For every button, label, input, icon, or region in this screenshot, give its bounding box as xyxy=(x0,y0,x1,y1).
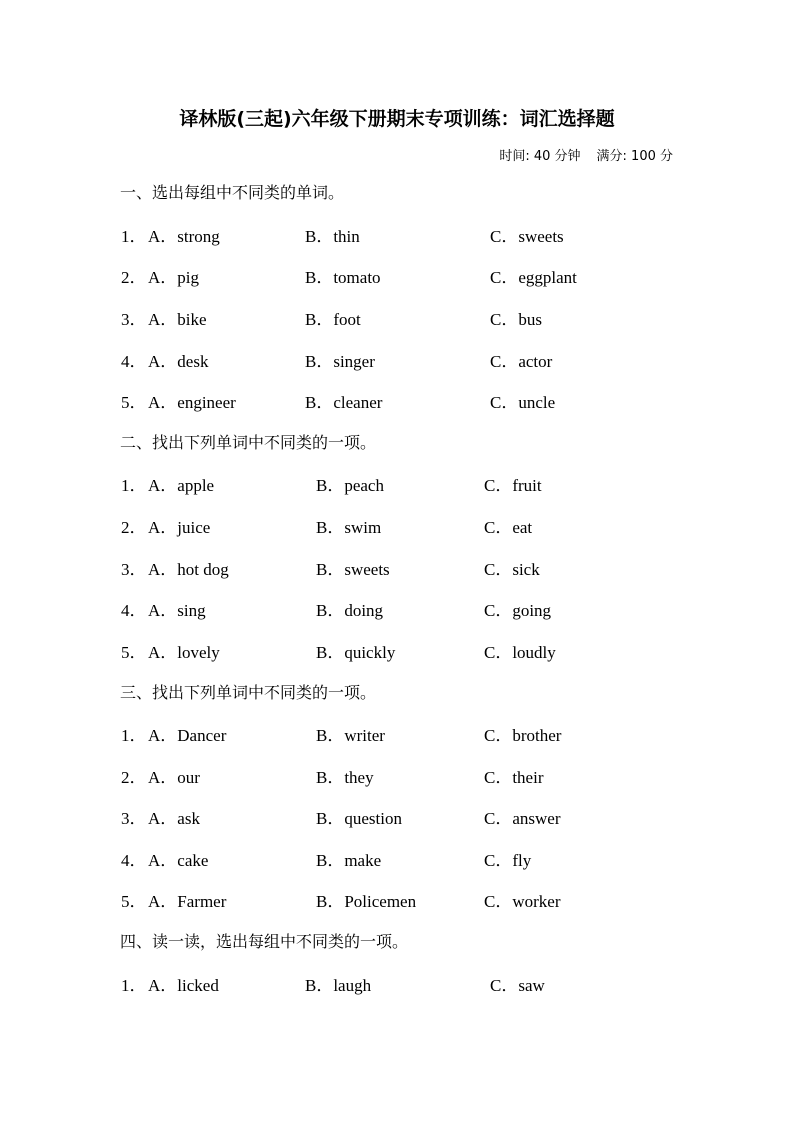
question-number: 1． xyxy=(121,726,147,745)
option-a: A．Dancer xyxy=(148,726,227,745)
option-c: C．uncle xyxy=(490,393,556,412)
option-b: B．writer xyxy=(316,726,385,745)
option-c: C．eat xyxy=(484,518,533,537)
option-b: B．make xyxy=(316,851,382,870)
option-b: B．doing xyxy=(316,601,384,620)
question-number: 2． xyxy=(121,268,147,287)
option-b: B．foot xyxy=(305,310,361,329)
option-b: B．they xyxy=(316,768,374,787)
question-number: 2． xyxy=(121,768,147,787)
option-b: B．singer xyxy=(305,352,375,371)
option-b: B．tomato xyxy=(305,268,381,287)
question-row xyxy=(0,305,794,329)
option-c: C．saw xyxy=(490,976,545,995)
page-title: 译林版(三起)六年级下册期末专项训练：词汇选择题 xyxy=(179,108,615,130)
option-b: B．swim xyxy=(316,518,382,537)
option-c: C．sick xyxy=(484,560,540,579)
option-c: C．fly xyxy=(484,851,532,870)
option-c: C．worker xyxy=(484,892,561,911)
option-a: A．our xyxy=(148,768,200,787)
option-b: B．Policemen xyxy=(316,892,417,911)
option-a: A．engineer xyxy=(148,393,236,412)
option-a: A．sing xyxy=(148,601,206,620)
option-b: B．quickly xyxy=(316,643,396,662)
question-number: 4． xyxy=(121,352,147,371)
question-number: 1． xyxy=(121,476,147,495)
option-c: C．eggplant xyxy=(490,268,577,287)
option-b: B．cleaner xyxy=(305,393,383,412)
question-row xyxy=(0,804,794,828)
section-heading-2: 二、找出下列单词中不同类的一项。 xyxy=(120,433,377,452)
option-b: B．sweets xyxy=(316,560,390,579)
question-number: 4． xyxy=(121,601,147,620)
option-a: A．apple xyxy=(148,476,215,495)
question-row xyxy=(0,388,794,412)
option-c: C．sweets xyxy=(490,227,564,246)
question-number: 5． xyxy=(121,393,147,412)
option-b: B．question xyxy=(316,809,402,828)
option-c: C．fruit xyxy=(484,476,542,495)
question-row xyxy=(0,763,794,787)
option-a: A．bike xyxy=(148,310,207,329)
question-row xyxy=(0,638,794,662)
option-c: C．brother xyxy=(484,726,562,745)
question-number: 4． xyxy=(121,851,147,870)
option-c: C．going xyxy=(484,601,552,620)
option-b: B．thin xyxy=(305,227,360,246)
question-number: 3． xyxy=(121,310,147,329)
question-row xyxy=(0,513,794,537)
option-a: A．hot dog xyxy=(148,560,229,579)
option-a: A．pig xyxy=(148,268,199,287)
question-row xyxy=(0,471,794,495)
question-row xyxy=(0,887,794,911)
question-row xyxy=(0,263,794,287)
full-score: 满分: 100 分 xyxy=(596,149,673,164)
question-number: 1． xyxy=(121,976,147,995)
option-c: C．actor xyxy=(490,352,553,371)
question-number: 1． xyxy=(121,227,147,246)
option-a: A．juice xyxy=(148,518,211,537)
option-c: C．loudly xyxy=(484,643,556,662)
option-a: A．strong xyxy=(148,227,220,246)
exam-meta xyxy=(499,145,673,164)
question-number: 5． xyxy=(121,643,147,662)
option-c: C．bus xyxy=(490,310,542,329)
option-c: C．answer xyxy=(484,809,561,828)
option-a: A．cake xyxy=(148,851,209,870)
question-row xyxy=(0,596,794,620)
option-b: B．peach xyxy=(316,476,384,495)
question-row xyxy=(0,347,794,371)
option-a: A．lovely xyxy=(148,643,220,662)
option-a: A．licked xyxy=(148,976,219,995)
question-row xyxy=(0,555,794,579)
option-a: A．ask xyxy=(148,809,200,828)
question-row xyxy=(0,846,794,870)
option-b: B．laugh xyxy=(305,976,372,995)
section-heading-1: 一、选出每组中不同类的单词。 xyxy=(120,183,345,202)
question-row xyxy=(0,971,794,995)
option-c: C．their xyxy=(484,768,544,787)
question-number: 3． xyxy=(121,809,147,828)
question-row xyxy=(0,222,794,246)
question-row xyxy=(0,721,794,745)
option-a: A．Farmer xyxy=(148,892,227,911)
question-number: 2． xyxy=(121,518,147,537)
question-number: 3． xyxy=(121,560,147,579)
option-a: A．desk xyxy=(148,352,209,371)
time-limit: 时间: 40 分钟 xyxy=(499,149,581,164)
question-number: 5． xyxy=(121,892,147,911)
section-heading-3: 三、找出下列单词中不同类的一项。 xyxy=(120,683,377,702)
section-heading-4: 四、读一读，选出每组中不同类的一项。 xyxy=(120,932,409,951)
